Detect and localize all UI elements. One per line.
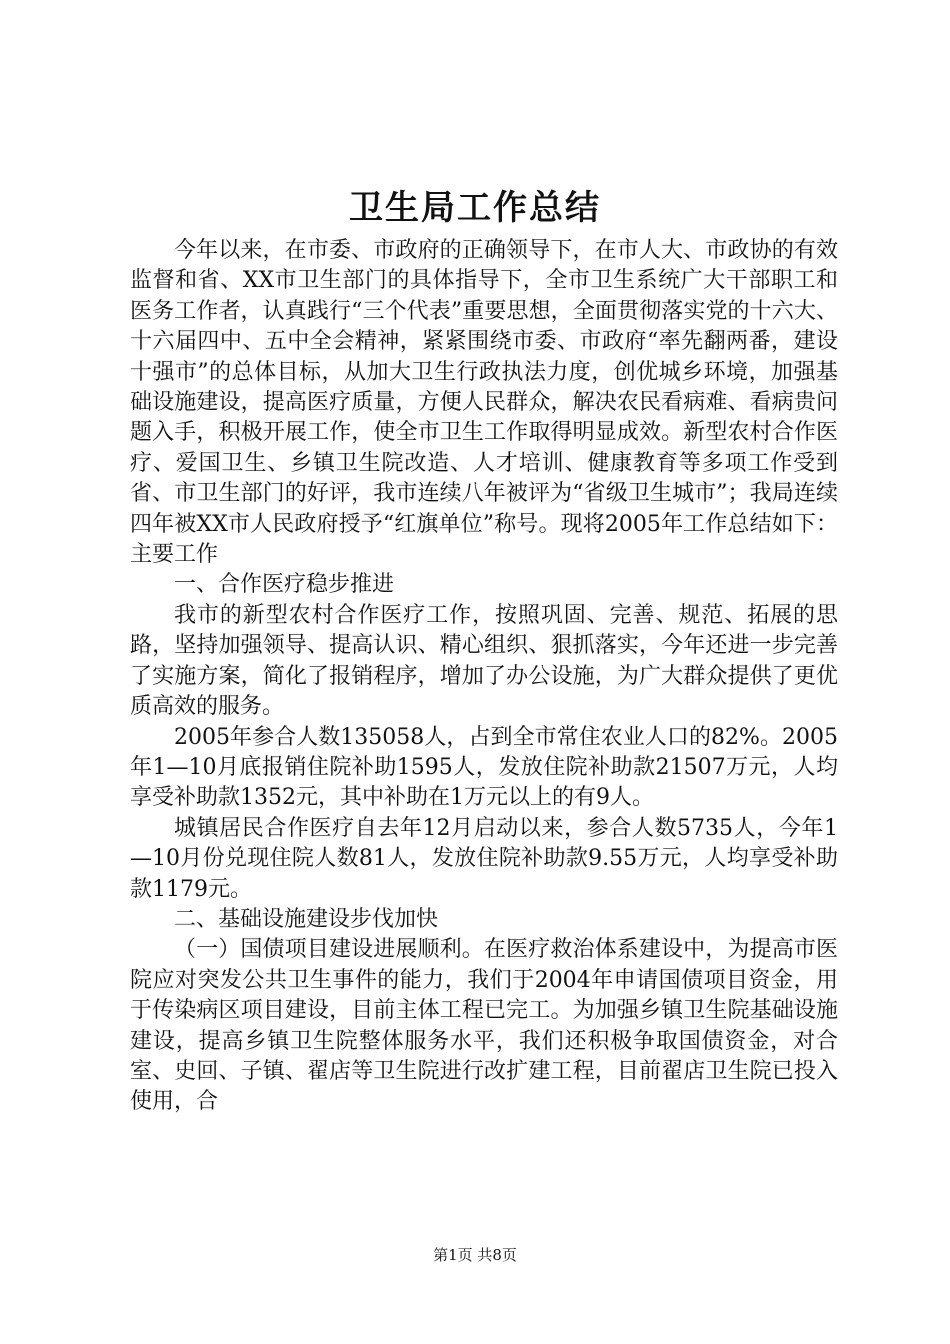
section-heading-2: 二、基础设施建设步伐加快: [174, 906, 439, 932]
document-body: [130, 236, 838, 1118]
cooperative-medical-paragraph: 我市的新型农村合作医疗工作，按照巩固、完善、规范、拓展的思路，坚持加强领导、提高认识、精心组织、狠抓落实，今年还进一步完善了实施方案，简化了报销程序，增加了办公设施，为广大群众提供了更优质高效的服务。: [130, 602, 838, 720]
document-title: 卫生局工作总结: [349, 188, 601, 228]
urban-residents-paragraph: 城镇居民合作医疗自去年12月启动以来，参合人数5735人，今年1—10月份兑现住院人数81人，发放住院补助款9.55万元，人均享受补助款1179元。: [130, 815, 838, 902]
national-debt-project-paragraph: （一）国债项目建设进展顺利。在医疗救治体系建设中，为提高市医院应对突发公共卫生事件的能力，我们于2004年申请国债项目资金，用于传染病区项目建设，目前主体工程已完工。为加强乡镇卫生院基础设施建设，提高乡镇卫生院整体服务水平，我们还积极争取国债资金，对合室、史回、子镇、翟店等卫生院进行改扩建工程，目前翟店卫生院已投入使用，合: [130, 937, 838, 1115]
intro-paragraph: 今年以来，在市委、市政府的正确领导下，在市人大、市政协的有效监督和省、XX市卫生部门的具体指导下，全市卫生系统广大干部职工和医务工作者，认真践行“三个代表”重要思想，全面贯彻落实党的十六大、十六届四中、五中全会精神，紧紧围绕市委、市政府“率先翻两番，建设十强市”的总体目标，从加大卫生行政执法力度，创优城乡环境，加强基础设施建设，提高医疗质量，方便人民群众，解决农民看病难、看病贵问题入手，积极开展工作，使全市卫生工作取得明显成效。新型农村合作医疗、爱国卫生、乡镇卫生院改造、人才培训、健康教育等多项工作受到省、市卫生部门的好评，我市连续八年被评为“省级卫生城市”；我局连续四年被XX市人民政府授予“红旗单位”称号。现将2005年工作总结如下：主要工作: [130, 238, 838, 568]
participation-stats-paragraph: 2005年参合人数135058人，占到全市常住农业人口的82%。2005年1—10月底报销住院补助1595人，发放住院补助款21507万元，人均享受补助款1352元，其中补助在1万元以上的有9人。: [130, 724, 838, 811]
page-number-footer: 第1页 共8页: [433, 1246, 517, 1264]
section-heading-1: 一、合作医疗稳步推进: [174, 572, 395, 598]
